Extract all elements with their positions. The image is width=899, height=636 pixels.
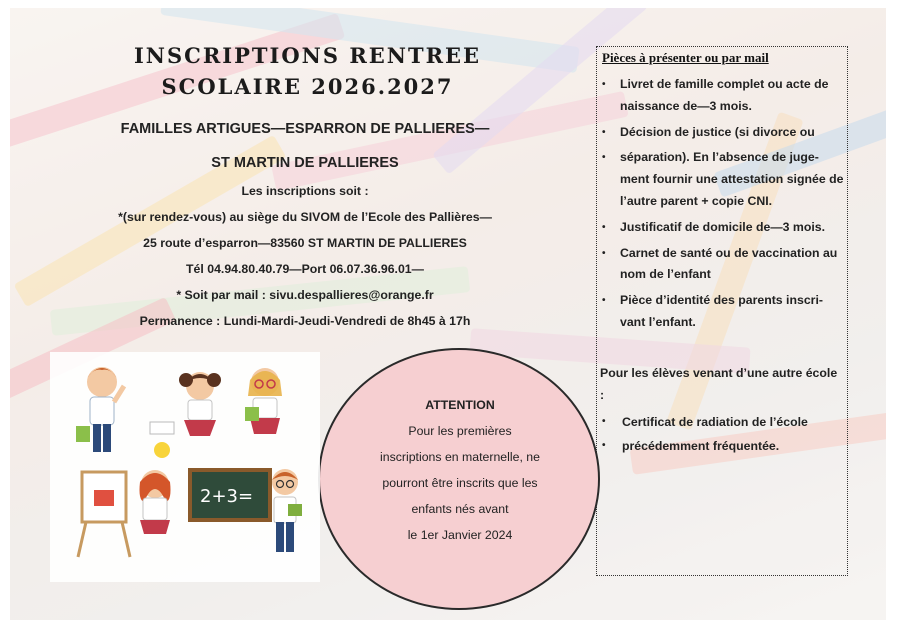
page-title (80, 40, 535, 102)
list-item: • Pièce d’identité des parents inscri-vant l’enfant. (600, 290, 846, 334)
other-school-list (600, 410, 846, 458)
info-intro: Les inscriptions soit : (241, 184, 369, 198)
girl-red-hair-icon (140, 470, 171, 534)
documents-list (600, 74, 846, 338)
attention-heading: ATTENTION (425, 398, 495, 412)
list-item: • précédemment fréquentée. (600, 434, 846, 458)
list-item: • Livret de famille complet ou acte de naissance de—3 mois. (600, 74, 846, 118)
list-item: • Justificatif de domicile de—3 mois. (600, 217, 846, 239)
attention-text (360, 392, 560, 548)
info-hours: Permanence : Lundi-Mardi-Jeudi-Vendredi de 8h45 à 17h (139, 314, 471, 328)
attention-line: Pour les premières (408, 424, 512, 438)
info-address: 25 route d’esparron—83560 ST MARTIN DE PALLIERES (143, 236, 467, 250)
title-line-2: SCOLAIRE 2026.2027 (161, 74, 454, 99)
list-item: • Carnet de santé ou de vaccination au nom de l’enfant (600, 243, 846, 287)
families-line-1: FAMILLES ARTIGUES—ESPARRON DE PALLIERES— (120, 121, 490, 137)
list-item: • Certificat de radiation de l’école (600, 410, 846, 434)
list-item: • Décision de justice (si divorce ou (600, 122, 846, 144)
families-line-2: ST MARTIN DE PALLIERES (211, 155, 399, 171)
info-mail: * Soit par mail : sivu.despallieres@orange.fr (176, 288, 434, 302)
families-heading (95, 112, 515, 180)
registration-info (80, 178, 530, 334)
attention-line: le 1er Janvier 2024 (407, 528, 513, 542)
children-at-school-illustration (50, 352, 320, 582)
info-phone: Tél 04.94.80.40.79—Port 06.07.36.96.01— (186, 262, 424, 276)
list-item: • séparation). En l’absence de juge-ment fournir une attestation signée de l’autre parent + copie CNI. (600, 147, 846, 212)
attention-line: pourront être inscrits que les (382, 476, 538, 490)
board-text: 2+3= (200, 486, 254, 507)
chalkboard-icon (190, 470, 270, 520)
attention-line: inscriptions en maternelle, ne (380, 450, 540, 464)
info-rdv: *(sur rendez-vous) au siège du SIVOM de l’Ecole des Pallières— (118, 210, 492, 224)
attention-line: enfants nés avant (411, 502, 509, 516)
other-school-heading: Pour les élèves venant d’une autre école : (600, 366, 838, 402)
documents-title: Pièces à présenter ou par mail (602, 50, 769, 65)
title-line-1: INSCRIPTIONS RENTREE (133, 43, 482, 68)
